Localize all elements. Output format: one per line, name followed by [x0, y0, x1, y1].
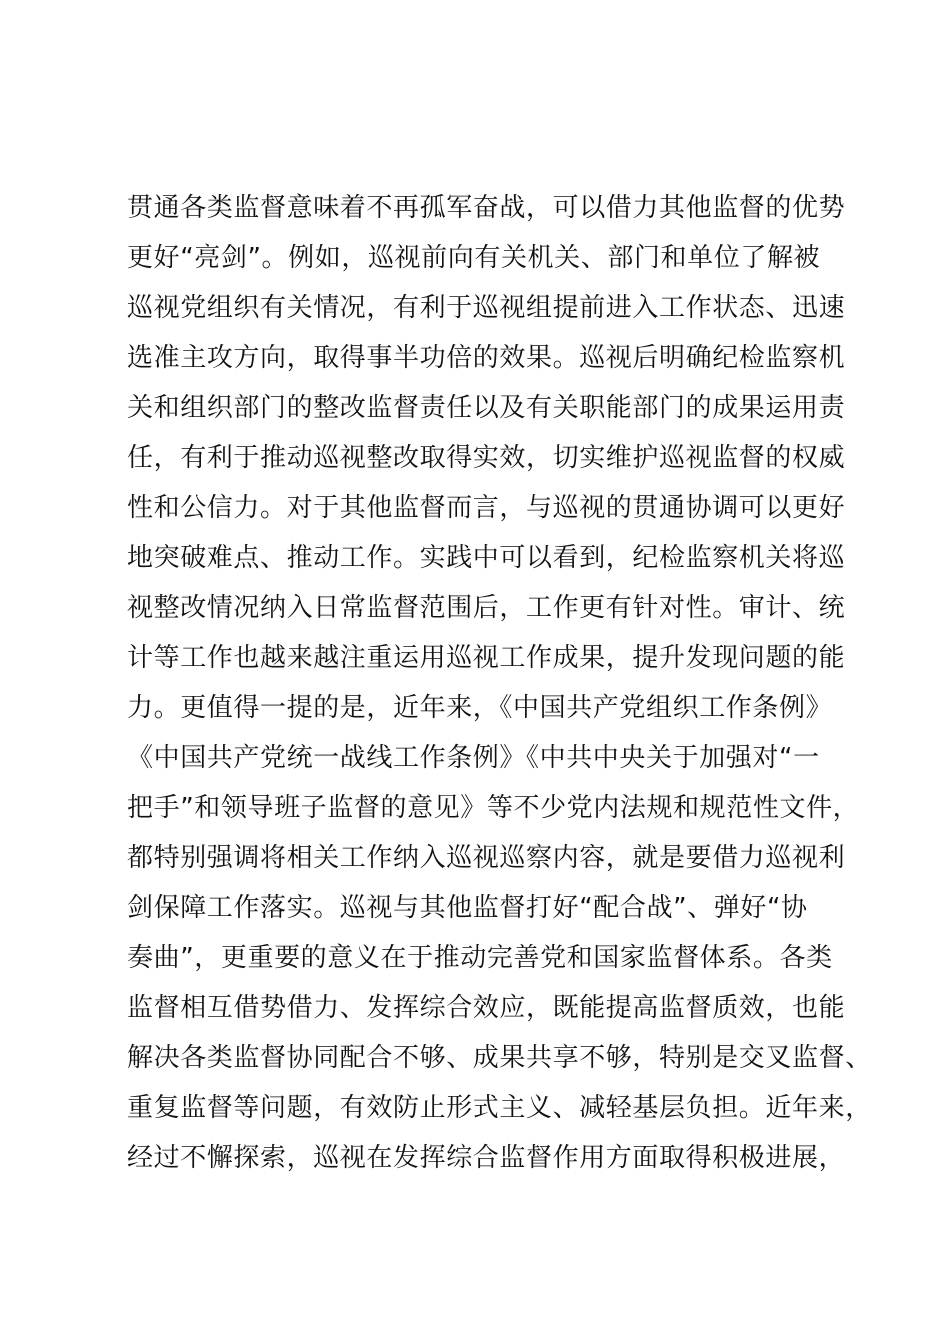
- text-line: 《中国共产党统一战线工作条例》《中共中央关于加强对“一: [127, 743, 820, 773]
- text-line: 剑保障工作落实。巡视与其他监督打好“配合战”、弹好“协: [127, 893, 808, 923]
- text-line: 都特别强调将相关工作纳入巡视巡察内容，就是要借力巡视利: [127, 843, 846, 873]
- text-line: 更好“亮剑”。例如，巡视前向有关机关、部门和单位了解被: [127, 243, 821, 273]
- text-line: 巡视党组织有关情况，有利于巡视组提前进入工作状态、迅速: [127, 293, 846, 323]
- text-line: 视整改情况纳入日常监督范围后，工作更有针对性。审计、统: [127, 593, 846, 623]
- text-line: 贯通各类监督意味着不再孤军奋战，可以借力其他监督的优势: [127, 193, 846, 223]
- text-line: 经过不懈探索，巡视在发挥综合监督作用方面取得积极进展，: [127, 1143, 846, 1173]
- text-line: 力。更值得一提的是，近年来，《中国共产党组织工作条例》: [127, 693, 833, 723]
- text-line: 监督相互借势借力、发挥综合效应，既能提高监督质效，也能: [127, 993, 846, 1023]
- text-line: 选准主攻方向，取得事半功倍的效果。巡视后明确纪检监察机: [127, 343, 846, 373]
- text-line: 关和组织部门的整改监督责任以及有关职能部门的成果运用责: [127, 393, 846, 423]
- text-line: 地突破难点、推动工作。实践中可以看到，纪检监察机关将巡: [127, 543, 846, 573]
- text-line: 把手”和领导班子监督的意见》等不少党内法规和规范性文件，: [127, 793, 860, 823]
- text-line: 性和公信力。对于其他监督而言，与巡视的贯通协调可以更好: [127, 493, 846, 523]
- text-line: 奏曲”，更重要的意义在于推动完善党和国家监督体系。各类: [127, 943, 833, 973]
- body-paragraph: [127, 183, 872, 1183]
- text-line: 计等工作也越来越注重运用巡视工作成果，提升发现问题的能: [127, 643, 846, 673]
- text-line: 任，有利于推动巡视整改取得实效，切实维护巡视监督的权威: [127, 443, 846, 473]
- text-line: 解决各类监督协同配合不够、成果共享不够，特别是交叉监督、: [127, 1043, 872, 1073]
- text-line: 重复监督等问题，有效防止形式主义、减轻基层负担。近年来，: [127, 1093, 872, 1123]
